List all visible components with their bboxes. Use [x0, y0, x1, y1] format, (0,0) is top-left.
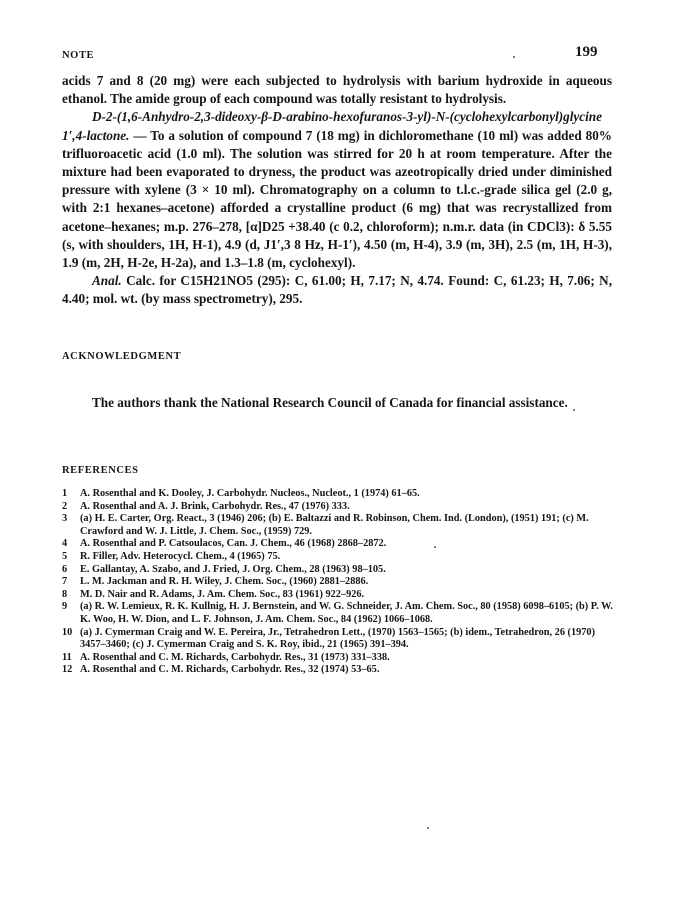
reference-number: 12	[62, 664, 73, 676]
reference-item	[62, 488, 618, 501]
reference-number: 2	[62, 500, 68, 512]
reference-text: (a) J. Cymerman Craig and W. E. Pereira, Jr., Tetrahedron Lett., (1970) 1563–1565; (b) idem., Tetrahedron, 26 (1970) 3457–3460; (c) J. Cymerman Craig and S. K. Roy, ibid., 21 (1965) 391–394.	[80, 626, 596, 651]
reference-number: 11	[62, 651, 72, 663]
reference-text: A. Rosenthal and C. M. Richards, Carbohydr. Res., 31 (1973) 331–338.	[80, 651, 390, 663]
reference-text: (a) R. W. Lemieux, R. K. Kullnig, H. J. Bernstein, and W. G. Schneider, J. Am. Chem. Soc., 80 (1958) 6098–6105; (b) P. W. K. Woo, H. W. Dion, and L. F. Johnson, J. Am. Chem. Soc., 84 (1962) 1066–1068.	[80, 601, 614, 625]
reference-text: E. Gallantay, A. Szabo, and J. Fried, J. Org. Chem., 28 (1963) 98–105.	[80, 563, 386, 575]
reference-item	[62, 513, 618, 538]
reference-number: 5	[62, 550, 68, 562]
reference-number: 3	[62, 513, 68, 525]
reference-text: L. M. Jackman and R. H. Wiley, J. Chem. Soc., (1960) 2881–2886.	[80, 576, 369, 588]
analysis-text: Calc. for C15H21NO5 (295): C, 61.00; H, 7.17; N, 4.74. Found: C, 61.23; H, 7.06; N, 4.40; mol. wt. (by mass spectrometry), 295.	[62, 273, 612, 307]
reference-text: A. Rosenthal and A. J. Brink, Carbohydr. Res., 47 (1976) 333.	[80, 500, 350, 512]
reference-text: A. Rosenthal and K. Dooley, J. Carbohydr. Nucleos., Nucleot., 1 (1974) 61–65.	[80, 488, 420, 499]
reference-text: A. Rosenthal and C. M. Richards, Carbohydr. Res., 32 (1974) 53–65.	[80, 664, 380, 676]
reference-item	[62, 538, 618, 551]
reference-text: M. D. Nair and R. Adams, J. Am. Chem. Soc., 83 (1961) 922–926.	[80, 588, 365, 600]
reference-item	[62, 551, 618, 564]
reference-item	[62, 564, 618, 577]
reference-text: A. Rosenthal and P. Catsoulacos, Can. J. Chem., 46 (1968) 2868–2872.	[80, 538, 387, 550]
reference-number: 1	[62, 488, 68, 499]
reference-number: 8	[62, 588, 68, 600]
speck-mark	[427, 827, 429, 829]
references-heading: REFERENCES	[62, 465, 139, 476]
acknowledgment-paragraph: The authors thank the National Research Council of Canada for financial assistance.	[92, 395, 568, 410]
reference-item	[62, 576, 618, 589]
running-header: NOTE	[62, 50, 95, 61]
reference-item	[62, 652, 618, 665]
reference-number: 4	[62, 538, 68, 550]
acknowledgment-text	[62, 394, 612, 412]
paragraph-hydrolysis: acids 7 and 8 (20 mg) were each subjected to hydrolysis with barium hydroxide in aqueous ethanol. The amide group of each compound was totally resistant to hydrolysis.	[62, 73, 612, 107]
speck-mark	[434, 546, 436, 548]
reference-number: 6	[62, 563, 68, 575]
acknowledgment-heading: ACKNOWLEDGMENT	[62, 351, 182, 362]
reference-number: 9	[62, 601, 68, 613]
reference-item	[62, 501, 618, 514]
reference-number: 10	[62, 626, 73, 638]
reference-list	[62, 488, 618, 677]
reference-text: R. Filler, Adv. Heterocycl. Chem., 4 (1965) 75.	[80, 550, 281, 562]
body-text	[62, 72, 612, 309]
paragraph-analysis	[62, 272, 612, 308]
reference-item	[62, 664, 618, 677]
reference-item	[62, 601, 618, 626]
paragraph-lactone-preparation	[62, 108, 612, 272]
compound-title: D-2-(1,6-Anhydro-2,3-dideoxy-β-D-arabino-hexofuranos-3-yl)-N-(cyclohexylcarbonyl)glycine 1′,4-lactone.	[62, 109, 602, 143]
reference-number: 7	[62, 576, 68, 588]
analysis-label: Anal.	[92, 273, 122, 289]
procedure-text: — To a solution of compound 7 (18 mg) in dichloromethane (10 ml) was added 80% trifluoroacetic acid (1.0 ml). The solution was stirred for 20 h at room temperature. After the mixture had been evaporated to dryness, the product was azeotropically dried under diminished pressure with xylene (3 × 10 ml). Chromatography on a column to t.l.c.-grade silica gel (2.0 g, with 2:1 hexanes–acetone) afforded a crystalline product (6 mg) that was recrystallized from acetone–hexanes; m.p. 276–278, [α]D25 +38.40 (c 0.2, chloroform); n.m.r. data (in CDCl3): δ 5.55 (s, with shoulders, 1H, H-1), 4.9 (d, J1′,3 8 Hz, H-1′), 4.50 (m, H-4), 3.9 (m, 3H), 2.5 (m, 1H, H-3), 1.9 (m, 2H, H-2e, H-2a), and 1.3–1.8 (m, cyclohexyl).	[62, 127, 612, 271]
speck-mark	[573, 409, 575, 411]
reference-item	[62, 627, 618, 652]
reference-text: (a) H. E. Carter, Org. React., 3 (1946) 206; (b) E. Baltazzi and R. Robinson, Chem. Ind. (London), (1951) 191; (c) M. Crawford and W. J. Little, J. Chem. Soc., (1959) 729.	[80, 513, 589, 537]
reference-item	[62, 589, 618, 602]
page-number: 199	[575, 44, 598, 60]
speck-mark	[513, 56, 515, 58]
